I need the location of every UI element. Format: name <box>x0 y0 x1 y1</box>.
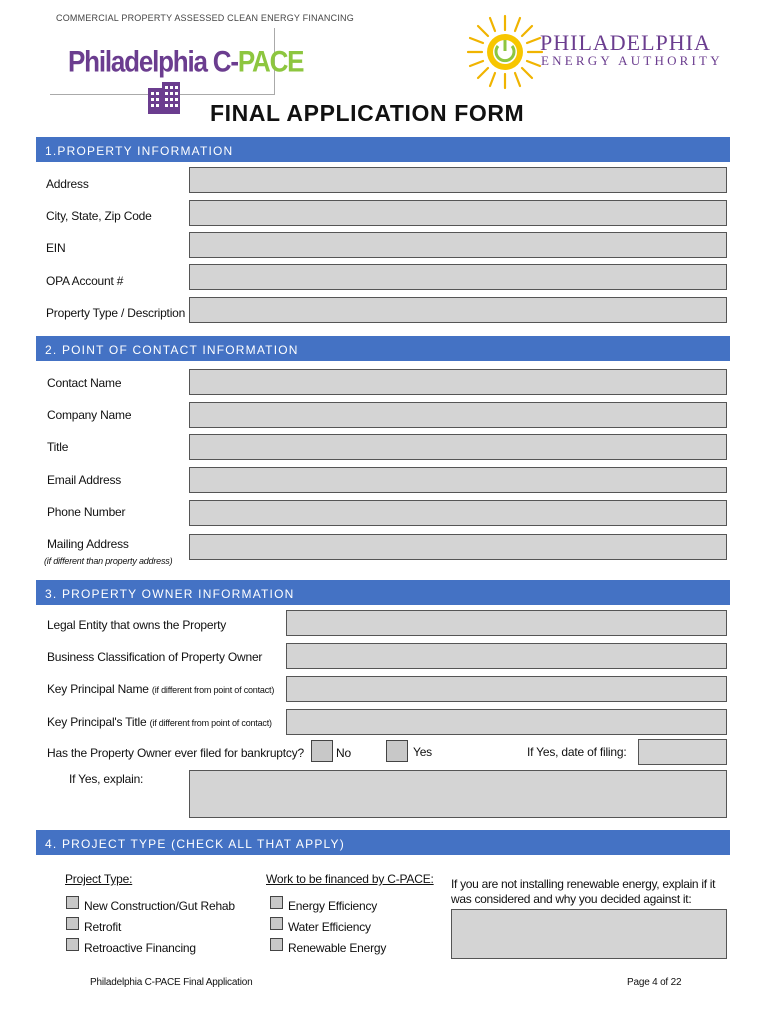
new-construction-label: New Construction/Gut Rehab <box>84 899 235 913</box>
company-name-label: Company Name <box>47 408 132 422</box>
pea-logo-line1: PHILADELPHIA <box>540 30 711 55</box>
mailing-address-note: (if different than property address) <box>44 556 173 566</box>
key-principal-title-label <box>47 715 272 729</box>
address-field[interactable] <box>189 167 727 193</box>
date-filing-field[interactable] <box>638 739 727 765</box>
key-principal-title-note: (if different from point of contact) <box>149 718 272 728</box>
retrofit-checkbox[interactable] <box>66 917 79 930</box>
renewable-energy-checkbox[interactable] <box>270 938 283 951</box>
business-class-field[interactable] <box>286 643 727 669</box>
contact-name-label: Contact Name <box>47 376 122 390</box>
bankruptcy-no-label: No <box>336 746 351 760</box>
email-field[interactable] <box>189 467 727 493</box>
project-type-header: Project Type: <box>65 872 133 886</box>
opa-account-field[interactable] <box>189 264 727 290</box>
section2-header: 2. POINT OF CONTACT INFORMATION <box>36 336 730 364</box>
cpace-logo <box>68 44 303 80</box>
section4-header: 4. PROJECT TYPE (CHECK ALL THAT APPLY) <box>36 830 730 858</box>
section3-header: 3. PROPERTY OWNER INFORMATION <box>36 580 730 608</box>
work-financed-header: Work to be financed by C-PACE: <box>266 872 434 886</box>
water-efficiency-checkbox[interactable] <box>270 917 283 930</box>
bankruptcy-question: Has the Property Owner ever filed for bankruptcy? <box>47 746 304 760</box>
form-title: FINAL APPLICATION FORM <box>210 100 525 126</box>
retroactive-financing-label: Retroactive Financing <box>84 941 196 955</box>
email-label: Email Address <box>47 473 122 487</box>
new-construction-checkbox[interactable] <box>66 896 79 909</box>
ein-label: EIN <box>46 241 66 255</box>
legal-entity-field[interactable] <box>286 610 727 636</box>
pea-logo-line2: ENERGY AUTHORITY <box>541 53 723 68</box>
sun-power-icon <box>466 14 544 90</box>
phone-field[interactable] <box>189 500 727 526</box>
legal-entity-label: Legal Entity that owns the Property <box>47 618 227 632</box>
title-label: Title <box>47 440 69 454</box>
building-icon <box>146 80 182 114</box>
water-efficiency-label: Water Efficiency <box>288 920 371 934</box>
renewable-question: If you are not installing renewable energy, explain if it was considered and why you decided against it: <box>451 877 716 906</box>
mailing-address-label: Mailing Address <box>47 537 129 551</box>
ein-field[interactable] <box>189 232 727 258</box>
energy-efficiency-checkbox[interactable] <box>270 896 283 909</box>
key-principal-title-field[interactable] <box>286 709 727 735</box>
key-principal-name-label <box>47 682 274 696</box>
business-class-label: Business Classification of Property Owner <box>47 650 263 664</box>
retrofit-label: Retrofit <box>84 920 122 934</box>
renewable-energy-label: Renewable Energy <box>288 941 387 955</box>
mailing-address-field[interactable] <box>189 534 727 560</box>
footer-left: Philadelphia C-PACE Final Application <box>90 977 253 988</box>
renewable-explain-field[interactable] <box>451 909 727 959</box>
cpace-logo-text: Philadelphia C-PACE <box>68 44 304 79</box>
company-name-field[interactable] <box>189 402 727 428</box>
bankruptcy-yes-checkbox[interactable] <box>386 740 408 762</box>
key-principal-name-note: (if different from point of contact) <box>151 685 275 695</box>
key-principal-title-text: Key Principal's Title <box>47 715 147 729</box>
city-state-zip-label: City, State, Zip Code <box>46 209 152 223</box>
retroactive-financing-checkbox[interactable] <box>66 938 79 951</box>
address-label: Address <box>46 177 89 191</box>
title-field[interactable] <box>189 434 727 460</box>
key-principal-name-field[interactable] <box>286 676 727 702</box>
city-state-zip-field[interactable] <box>189 200 727 226</box>
property-type-field[interactable] <box>189 297 727 323</box>
footer-page-number: Page 4 of 22 <box>627 977 682 988</box>
key-principal-name-text: Key Principal Name <box>47 682 149 696</box>
explain-field[interactable] <box>189 770 727 818</box>
bankruptcy-no-checkbox[interactable] <box>311 740 333 762</box>
explain-label: If Yes, explain: <box>69 772 144 786</box>
phone-label: Phone Number <box>47 505 126 519</box>
opa-account-label: OPA Account # <box>46 274 124 288</box>
section1-header: 1.PROPERTY INFORMATION <box>36 137 730 165</box>
contact-name-field[interactable] <box>189 369 727 395</box>
energy-efficiency-label: Energy Efficiency <box>288 899 378 913</box>
bankruptcy-yes-label: Yes <box>413 745 432 759</box>
cpace-tagline: COMMERCIAL PROPERTY ASSESSED CLEAN ENERGY FINANCING <box>56 13 354 23</box>
property-type-label: Property Type / Description <box>46 306 186 320</box>
date-filing-label: If Yes, date of filing: <box>527 745 627 759</box>
